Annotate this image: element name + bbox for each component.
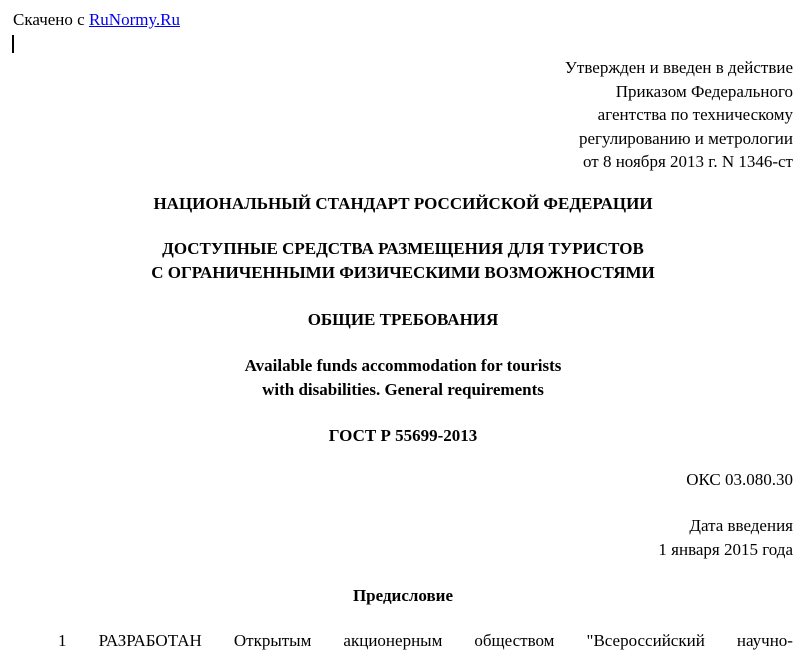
- gost-number: [0, 424, 799, 448]
- oks-code: ОКС 03.080.30: [686, 470, 793, 489]
- text-cursor: [12, 35, 14, 53]
- approval-line: Утвержден и введен в действие: [564, 58, 793, 77]
- document-title: [0, 237, 799, 285]
- paragraph-word: научно-: [736, 631, 793, 650]
- approval-line: агентства по техническому: [597, 105, 793, 124]
- title-line-1: ДОСТУПНЫЕ СРЕДСТВА РАЗМЕЩЕНИЯ ДЛЯ ТУРИСТОВ: [162, 239, 644, 258]
- intro-date-label: Дата введения: [689, 516, 793, 535]
- intro-date-value: 1 января 2015 года: [658, 540, 793, 559]
- general-requirements-text: ОБЩИЕ ТРЕБОВАНИЯ: [307, 310, 499, 329]
- source-prefix: Скачено с: [13, 10, 89, 29]
- approval-line: Приказом Федерального: [615, 81, 793, 101]
- approval-block: [565, 56, 793, 174]
- english-title-line-2: with disabilities. General requirements: [262, 380, 544, 399]
- paragraph-word: Открытым: [233, 631, 312, 650]
- approval-line: регулированию и метрологии: [578, 128, 793, 148]
- paragraph-word: 1: [58, 631, 67, 650]
- title-line-2: С ОГРАНИЧЕННЫМИ ФИЗИЧЕСКИМИ ВОЗМОЖНОСТЯМИ: [151, 263, 655, 282]
- paragraph-word: акционерным: [343, 631, 443, 650]
- paragraph-word: РАЗРАБОТАН: [98, 631, 202, 650]
- intro-date-block: [658, 514, 793, 562]
- approval-line: от 8 ноября 2013 г. N 1346-ст: [583, 152, 793, 171]
- english-title: [0, 354, 799, 402]
- source-line: [13, 9, 180, 31]
- gost-number-text: ГОСТ Р 55699-2013: [328, 426, 478, 445]
- national-standard-text: НАЦИОНАЛЬНЫЙ СТАНДАРТ РОССИЙСКОЙ ФЕДЕРАЦИИ: [153, 194, 653, 213]
- preface-title: Предисловие: [352, 586, 454, 605]
- paragraph-word: "Всероссийский: [586, 631, 705, 650]
- national-standard-heading: [0, 192, 799, 216]
- paragraph-word: обществом: [474, 631, 555, 650]
- english-title-line-1: Available funds accommodation for tourists: [244, 356, 562, 375]
- preface-heading: [0, 584, 799, 608]
- source-link[interactable]: RuNormy.Ru: [88, 10, 180, 29]
- general-requirements-heading: [0, 308, 799, 332]
- preface-paragraph-1: [13, 629, 793, 653]
